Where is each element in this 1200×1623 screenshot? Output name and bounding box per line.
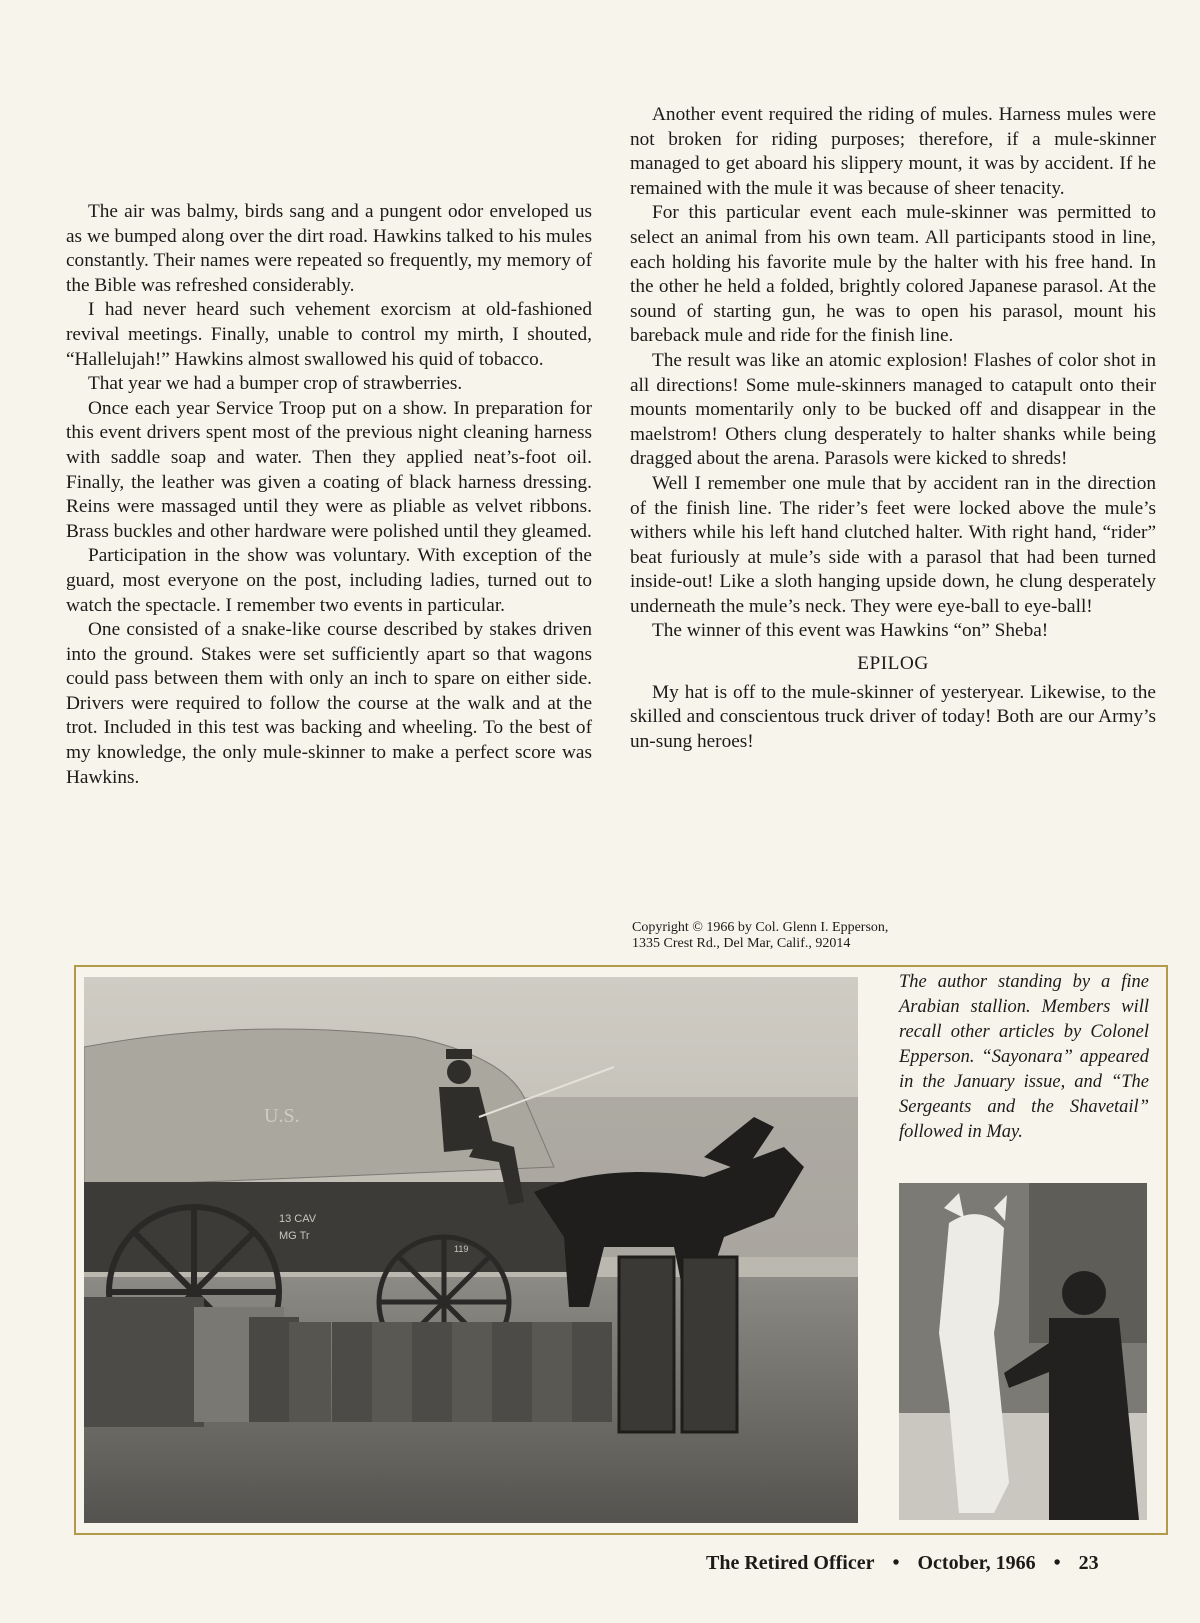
copyright-line: 1335 Crest Rd., Del Mar, Calif., 92014: [632, 936, 851, 951]
issue-date: October, 1966: [917, 1552, 1036, 1574]
paragraph: That year we had a bumper crop of strawberries.: [88, 373, 463, 395]
paragraph: For this particular event each mule-skinner was permitted to select an animal from his own team. All participants stood in line, each holding his favorite mule by the halter with his free hand. In the other he held a folded, brightly colored Japanese parasol. At the sound of starting gun, he was to open his parasol, mount his bareback mule and ride for the finish line.: [630, 202, 1156, 347]
author-horse-photo: [899, 1183, 1147, 1520]
paragraph: Another event required the riding of mules. Harness mules were not broken for riding purposes; therefore, if a mule-skinner managed to get aboard his slippery mount, it was by accident. If he remained with the mule it was because of sheer tenacity.: [630, 104, 1156, 199]
wagon-marking: U.S.: [264, 1105, 300, 1127]
copyright-notice: [632, 920, 1032, 952]
separator-dot: •: [892, 1552, 900, 1574]
page-number: 23: [1078, 1552, 1099, 1574]
wagon-photo-graphic: [84, 977, 858, 1523]
paragraph: Well I remember one mule that by accident ran in the direction of the finish line. The rider’s feet were locked above the mule’s withers while his left hand clutched halter. With right hand, “rider” beat furiously at mule’s side with a parasol that had been turned inside-out! Like a sloth hanging upside down, he clung desperately underneath the mule’s neck. They were eye-ball to eye-ball!: [630, 472, 1156, 617]
publication-name: The Retired Officer: [706, 1552, 875, 1574]
epilog-heading: EPILOG: [857, 653, 929, 675]
epilog-paragraph: My hat is off to the mule-skinner of yesteryear. Likewise, to the skilled and conscientous truck driver of today! Both are our Army’s un-sung heroes!: [630, 681, 1156, 752]
copyright-line: Copyright © 1966 by Col. Glenn I. Epperson,: [632, 920, 889, 935]
author-horse-photo-graphic: [899, 1183, 1147, 1520]
paragraph: The air was balmy, birds sang and a pungent odor enveloped us as we bumped along over the dirt road. Hawkins talked to his mules constantly. Their names were repeated so frequently, my memory of the Bible was refreshed considerably.: [66, 201, 592, 296]
wagon-marking: 13 CAV: [279, 1213, 317, 1225]
paragraph: The winner of this event was Hawkins “on” Sheba!: [652, 620, 1049, 642]
article-right-column: [630, 103, 1156, 754]
separator-dot: •: [1053, 1552, 1061, 1574]
article-left-column: [66, 200, 592, 790]
paragraph: Once each year Service Troop put on a show. In preparation for this event drivers spent most of the previous night cleaning harness with saddle soap and water. Then they applied neat’s-foot oil. Finally, the leather was given a coating of black harness dressing. Reins were massaged until they were as pliable as velvet ribbons. Brass buckles and other hardware were polished until they gleamed.: [66, 397, 592, 542]
paragraph: I had never heard such vehement exorcism at old-fashioned revival meetings. Finally, unable to control my mirth, I shouted, “Hallelujah!” Hawkins almost swallowed his quid of tobacco.: [66, 299, 592, 370]
wagon-marking: MG Tr: [279, 1230, 310, 1242]
page-footer: [706, 1552, 1166, 1575]
paragraph: The result was like an atomic explosion! Flashes of color shot in all directions! Some mule-skinners managed to catapult onto their mounts momentarily only to be bucked off and disappear in the maelstrom! Others clung desperately to halter shanks while being dragged about the arena. Parasols were kicked to shreds!: [630, 349, 1156, 470]
wagon-marking: 119: [454, 1244, 469, 1254]
wagon-photo: [84, 977, 858, 1523]
photo-caption: The author standing by a fine Arabian stallion. Members will recall other articles by Colonel Epperson. “Sayonara” appeared in the January issue, and “The Sergeants and the Shavetail” followed in May.: [899, 972, 1149, 1142]
paragraph: One consisted of a snake-like course described by stakes driven into the ground. Stakes were set sufficiently apart so that wagons could pass between them with only an inch to spare on either side. Drivers were required to follow the course at the walk and at the trot. Included in this test was backing and wheeling. To the best of my knowledge, the only mule-skinner to make a perfect score was Hawkins.: [66, 619, 592, 788]
paragraph: Participation in the show was voluntary. With exception of the guard, most everyone on the post, including ladies, turned out to watch the spectacle. I remember two events in particular.: [66, 545, 592, 616]
